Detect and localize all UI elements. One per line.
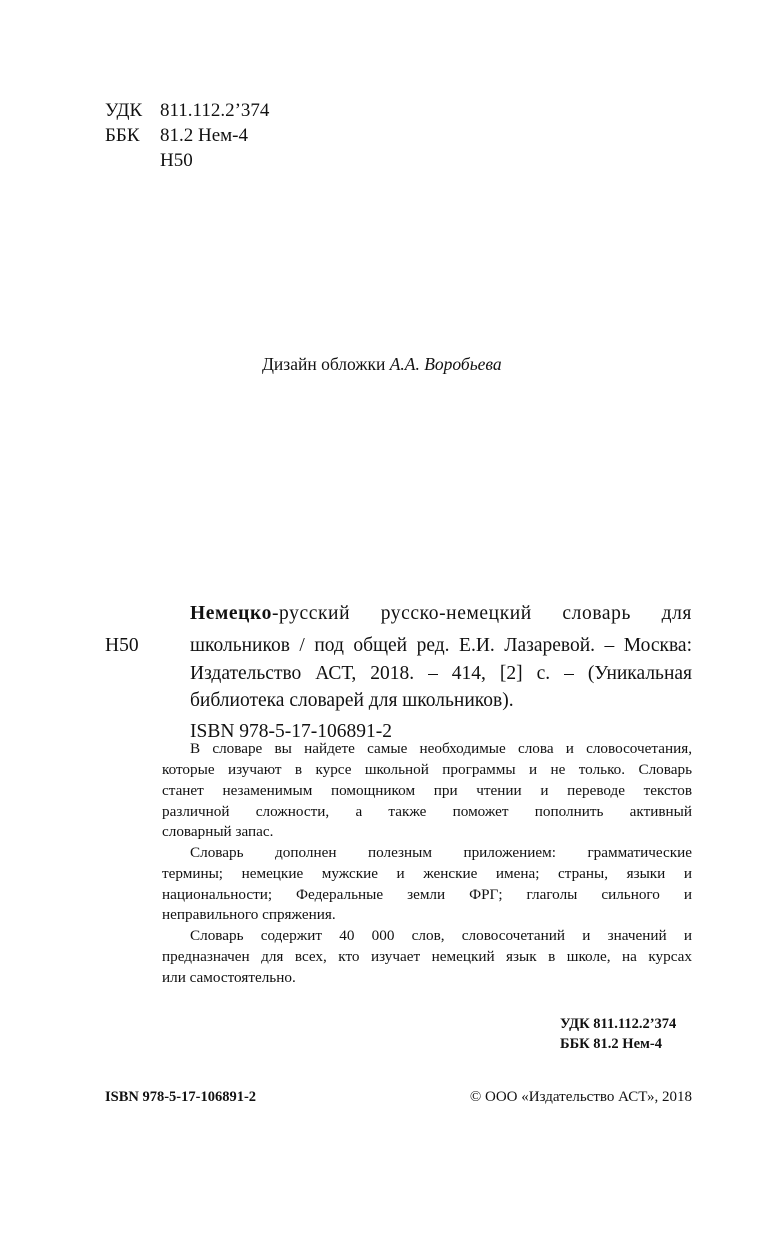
classification-bbk: ББК 81.2 Нем-4: [560, 1036, 662, 1052]
cover-designer-name: А.А. Воробьева: [389, 354, 502, 374]
footer-isbn: ISBN 978-5-17-106891-2: [105, 1089, 257, 1105]
annotation-line: словарный запас.: [162, 823, 274, 840]
annotation-line: неправильного спряжения.: [162, 906, 336, 923]
annotation-line: В словаре вы найдете самые необходимые слова и словосочетания,: [190, 740, 692, 757]
cover-design-credit: [262, 354, 502, 375]
cover-design-label: Дизайн обложки: [262, 354, 386, 374]
bbk-value: 81.2 Нем-4: [160, 125, 249, 146]
record-line-2: школьников / под общей ред. Е.И. Лазаревой. – Москва:: [190, 635, 692, 656]
footer-copyright: © ООО «Издательство АСТ», 2018: [469, 1089, 692, 1105]
annotation-line: Словарь дополнен полезным приложением: грамматические: [190, 844, 692, 861]
annotation-line: термины; немецкие мужские и женские имена; страны, языки и: [162, 865, 692, 882]
annotation-line: станет незаменимым помощником при чтении и переводе текстов: [162, 782, 692, 799]
annotation-line: различной сложности, а также поможет пополнить активный: [162, 803, 692, 820]
record-line-4: библиотека словарей для школьников).: [190, 690, 514, 711]
classification-udk: УДК 811.112.2’374: [560, 1016, 677, 1032]
annotation-line: которые изучают в курсе школьной программы и не только. Словарь: [162, 761, 692, 778]
annotation-line: или самостоятельно.: [162, 969, 296, 986]
record-line-3: Издательство АСТ, 2018. – 414, [2] с. – (Уникальная: [190, 663, 692, 684]
record-isbn: ISBN 978-5-17-106891-2: [190, 721, 393, 742]
annotation-line: предназначен для всех, кто изучает немецкий язык в школе, на курсах: [162, 948, 692, 965]
udk-value: 811.112.2’374: [160, 100, 270, 121]
bbk-label: ББК: [105, 125, 140, 146]
annotation-line: национальности; Федеральные земли ФРГ; глаголы сильного и: [162, 886, 692, 903]
annotation-line: Словарь содержит 40 000 слов, словосочетаний и значений и: [190, 927, 692, 944]
record-line-1: Немецко-русский русско-немецкий словарь для: [190, 603, 692, 624]
udk-label: УДК: [105, 100, 143, 121]
record-author-mark: Н50: [105, 635, 139, 656]
record-title-bold: Немецко: [190, 603, 272, 624]
author-mark: Н50: [160, 150, 193, 171]
